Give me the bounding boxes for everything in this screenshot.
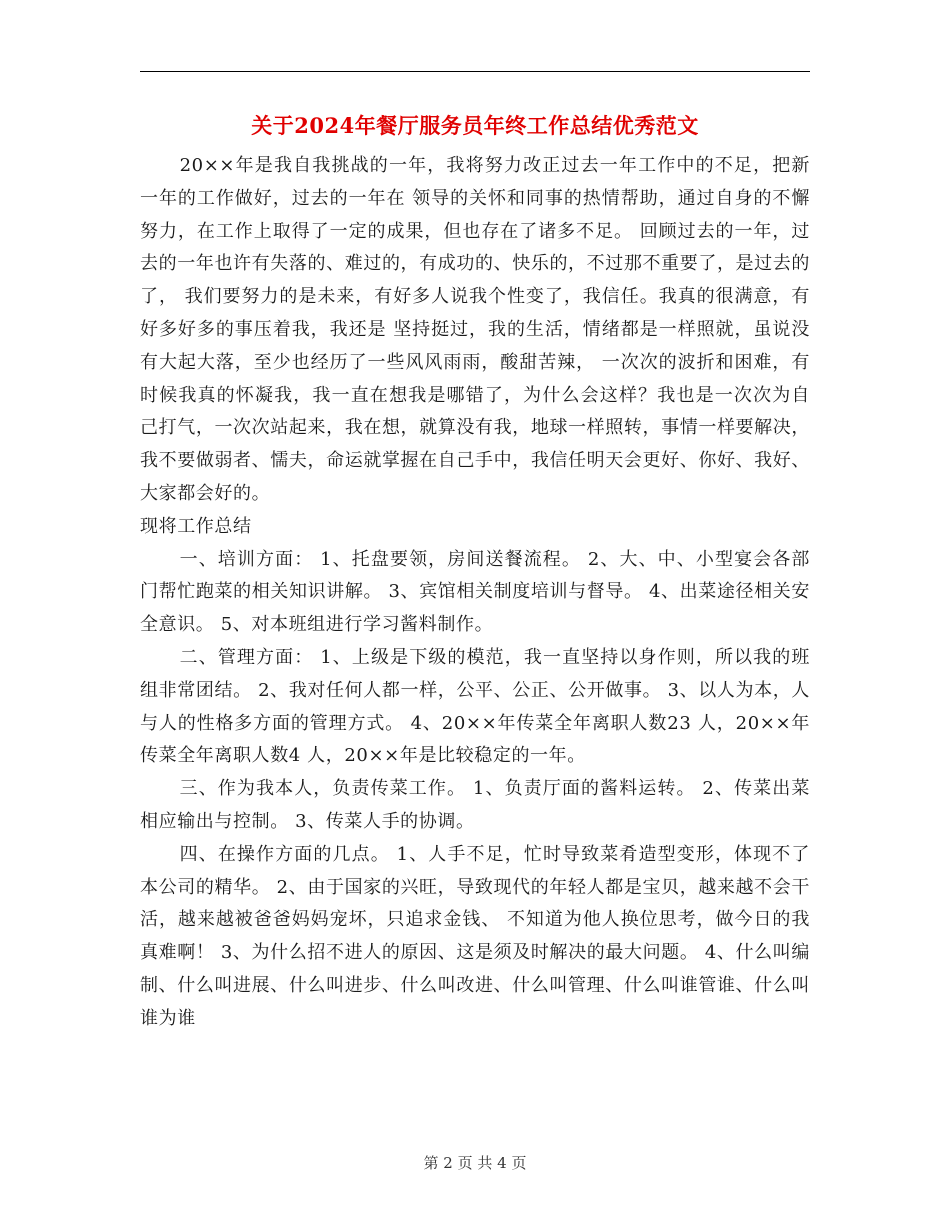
management-paragraph: 二、管理方面： 1、上级是下级的模范，我一直坚持以身作则，所以我的班组非常团结。 2、我对任何人都一样，公平、公正、公开做事。 3、以人为本，人与人的性格多方面的管理方式。 4、20××年传菜全年离职人数23 人，20××年传菜全年离职人数4 人，20××年是比较稳定的一年。	[140, 646, 810, 767]
page-number-footer: 第 2 页 共 4 页	[423, 1154, 527, 1172]
header-rule	[140, 71, 810, 72]
summary-lead-line: 现将工作总结	[140, 515, 252, 537]
training-paragraph: 一、培训方面： 1、托盘要领，房间送餐流程。 2、大、中、小型宴会各部门帮忙跑菜的相关知识讲解。 3、宾馆相关制度培训与督导。 4、出菜途径相关安全意识。 5、对本班组进行学习酱料制作。	[140, 548, 810, 636]
personal-duty-paragraph: 三、作为我本人，负责传菜工作。 1、负责厅面的酱料运转。 2、传菜出菜相应输出与控制。 3、传菜人手的协调。	[140, 778, 810, 832]
document-body	[140, 150, 810, 1036]
document-title: 关于2024年餐厅服务员年终工作总结优秀范文	[251, 113, 699, 138]
intro-paragraph: 20××年是我自我挑战的一年，我将努力改正过去一年工作中的不足，把新一年的工作做好，过去的一年在 领导的关怀和同事的热情帮助，通过自身的不懈努力，在工作上取得了一定的成果，但也存在了诸多不足。 回顾过去的一年，过去的一年也许有失落的、难过的，有成功的、快乐的，不过那不重要了，是过去的了， 我们要努力的是未来，有好多人说我个性变了，我信任。我真的很满意，有好多好多的事压着我，我还是 坚持挺过，我的生活，情绪都是一样照就，虽说没有大起大落，至少也经历了一些风风雨雨，酸甜苦辣， 一次次的波折和困难，有时候我真的怀凝我，我一直在想我是哪错了，为什么会这样？我也是一次次为自 己打气，一次次站起来，我在想，就算没有我，地球一样照转，事情一样要解决，我不要做弱者、懦夫，命运就掌握在自己手中，我信任明天会更好、你好、我好、大家都会好的。	[140, 155, 810, 504]
operations-paragraph: 四、在操作方面的几点。 1、人手不足，忙时导致菜肴造型变形，体现不了本公司的精华。 2、由于国家的兴旺，导致现代的年轻人都是宝贝，越来越不会干活，越来越被爸爸妈妈宠坏，只追求金钱、 不知道为他人换位思考，做今日的我真难啊！ 3、为什么招不进人的原因、这是须及时解决的最大问题。 4、什么叫编制、什么叫进展、什么叫进步、什么叫改进、什么叫管理、什么叫谁管谁、什么叫谁为谁	[140, 843, 810, 1029]
